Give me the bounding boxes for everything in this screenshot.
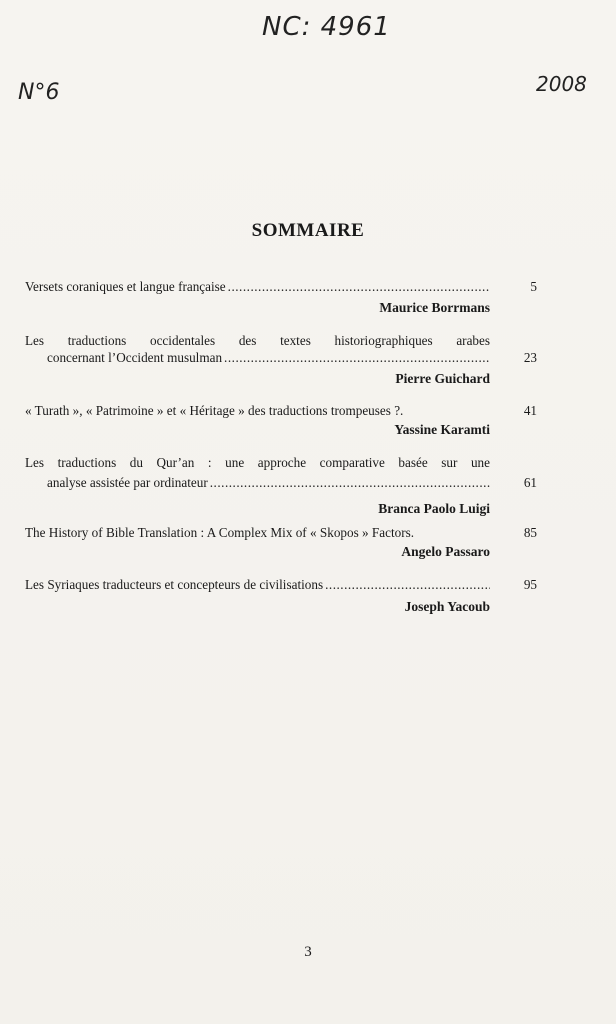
handwritten-year: 2008 (536, 72, 587, 96)
toc-entry-page: 85 (523, 525, 537, 540)
toc-entry-page: 5 (530, 279, 537, 294)
toc-entry-author: Branca Paolo Luigi (378, 501, 490, 516)
leader-dots (228, 278, 490, 295)
page-number: 3 (304, 944, 312, 960)
toc-entry-author: Yassine Karamti (394, 422, 490, 437)
toc-entry-title: concernant l’Occident musulman (47, 350, 223, 365)
toc-entry-page: 95 (523, 577, 537, 592)
toc-entry (25, 402, 537, 438)
toc-entry (25, 332, 537, 387)
toc-entry-author: Angelo Passaro (401, 544, 490, 559)
toc-entry-line: Les traductions du Qur’an : une approche comparative basée sur une (25, 455, 490, 470)
toc-entry-line (25, 278, 537, 295)
toc-entry-line (25, 576, 537, 593)
leader-dots (325, 576, 490, 593)
toc-entry-line (25, 349, 537, 366)
toc-entry-page: 23 (523, 350, 537, 365)
toc-entry-page: 41 (523, 403, 537, 418)
toc-entry-title: « Turath », « Patrimoine » et « Héritage » des traductions trompeuses ?. (25, 403, 404, 418)
handwritten-reference: NC: 4961 (262, 12, 391, 42)
handwritten-issue-number: N°6 (18, 80, 60, 105)
toc-entry (25, 278, 537, 316)
leader-dots (224, 349, 490, 366)
toc-entry-title: The History of Bible Translation : A Complex Mix of « Skopos » Factors. (25, 525, 415, 540)
toc-entry-author: Maurice Borrmans (379, 300, 490, 315)
toc-entry-line (25, 474, 537, 491)
toc-entry (25, 524, 537, 560)
toc-entry-line (25, 524, 537, 541)
toc-entry-author: Pierre Guichard (395, 371, 490, 386)
toc-entry (25, 576, 537, 615)
toc-entry-title: Les Syriaques traducteurs et concepteurs de civilisations (25, 577, 324, 592)
toc-entry-page: 61 (523, 475, 537, 490)
toc-entry-line: Les traductions occidentales des textes historiographiques arabes (25, 333, 490, 348)
toc-entry-title: analyse assistée par ordinateur (47, 475, 208, 490)
leader-dots (210, 474, 490, 491)
toc-entry (25, 454, 537, 517)
toc-entry-title: Versets coraniques et langue française (25, 279, 226, 294)
toc-entry-author: Joseph Yacoub (404, 599, 490, 614)
toc-entry-line (25, 402, 537, 419)
page-title: SOMMAIRE (251, 220, 365, 241)
